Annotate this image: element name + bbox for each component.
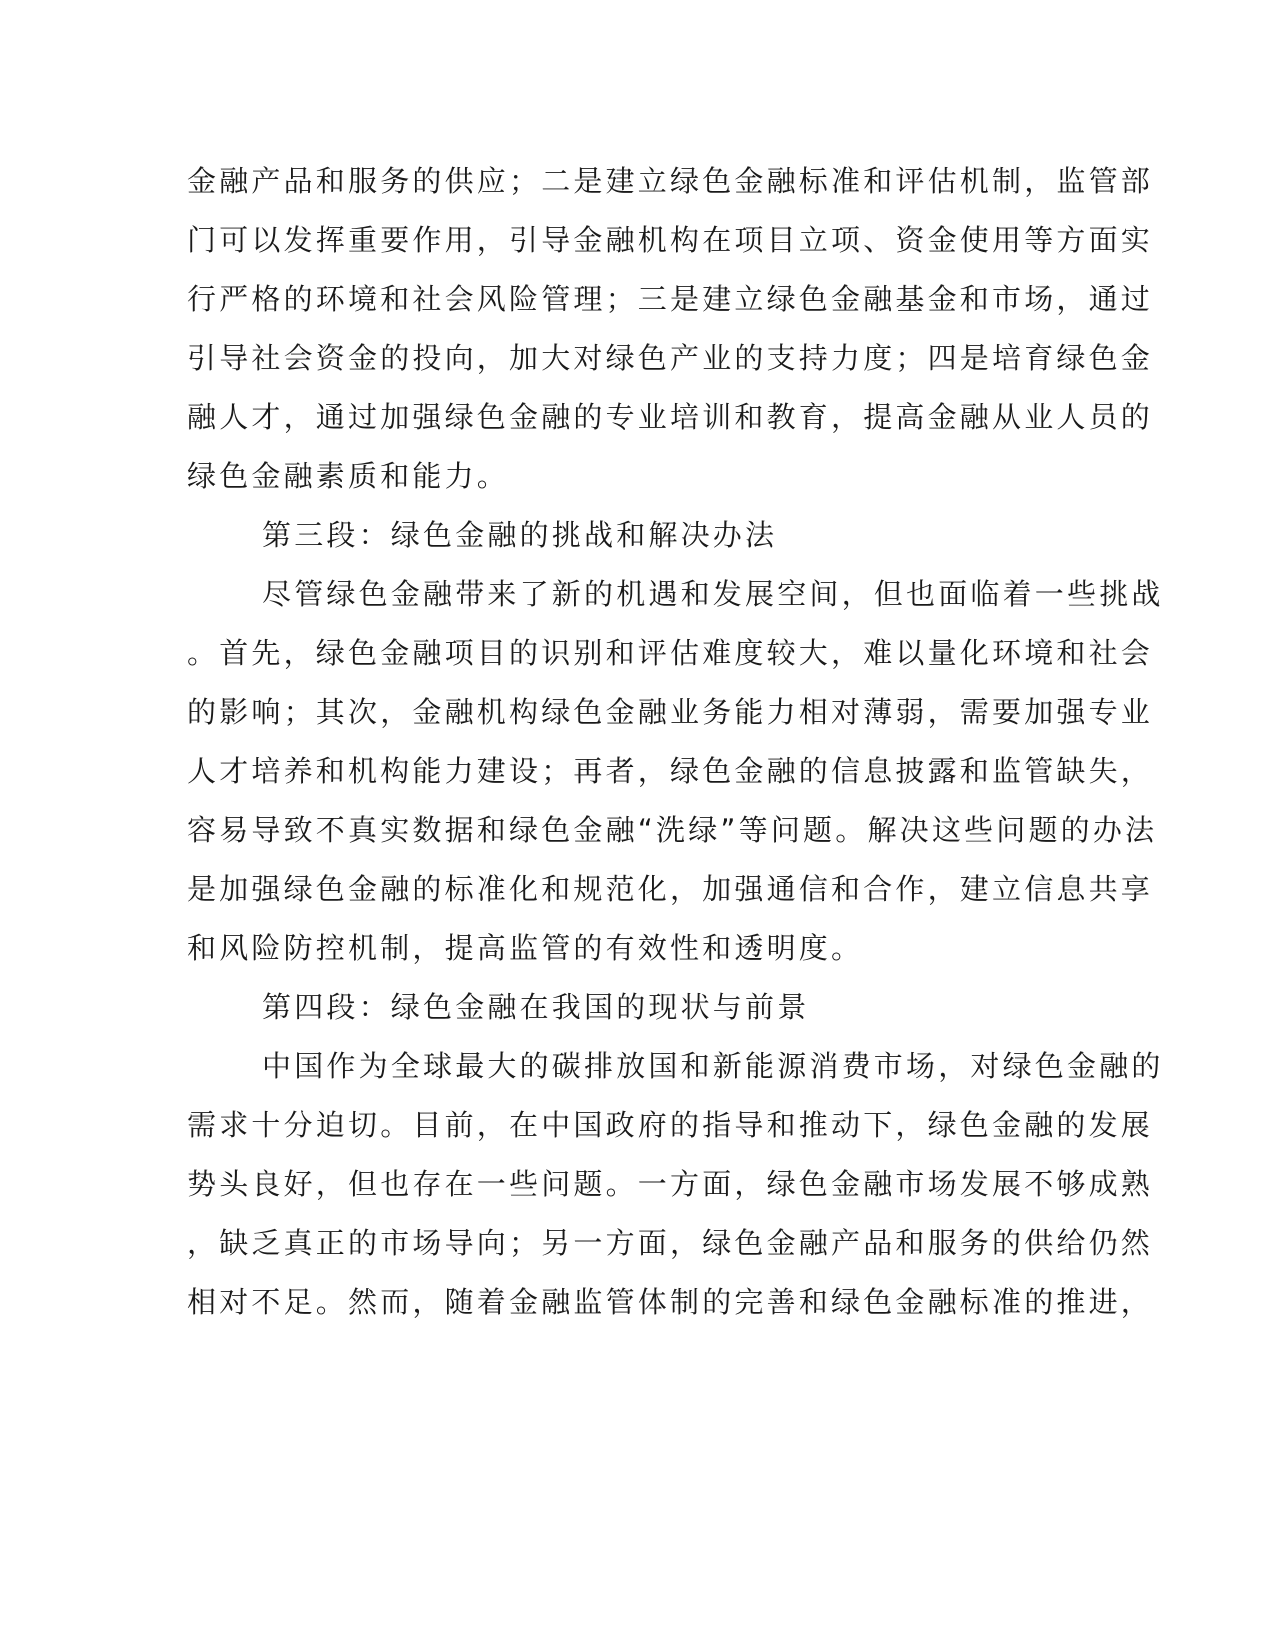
text-line: 是加强绿色金融的标准化和规范化，加强通信和合作，建立信息共享 xyxy=(187,872,1154,906)
text-line: 的影响；其次，金融机构绿色金融业务能力相对薄弱，需要加强专业 xyxy=(187,695,1154,729)
text-line: 尽管绿色金融带来了新的机遇和发展空间，但也面临着一些挑战 xyxy=(262,577,1164,611)
text-line: 势头良好，但也存在一些问题。一方面，绿色金融市场发展不够成熟 xyxy=(187,1167,1154,1201)
text-line: 中国作为全球最大的碳排放国和新能源消费市场，对绿色金融的 xyxy=(262,1049,1164,1083)
text-line: 引导社会资金的投向，加大对绿色产业的支持力度；四是培育绿色金 xyxy=(187,341,1154,375)
text-line: 融人才，通过加强绿色金融的专业培训和教育，提高金融从业人员的 xyxy=(187,400,1154,434)
section-heading: 第三段：绿色金融的挑战和解决办法 xyxy=(262,518,778,552)
text-line: 相对不足。然而，随着金融监管体制的完善和绿色金融标准的推进， xyxy=(187,1285,1154,1319)
text-line: 行严格的环境和社会风险管理；三是建立绿色金融基金和市场，通过 xyxy=(187,282,1154,316)
text-line: 和风险防控机制，提高监管的有效性和透明度。 xyxy=(187,931,864,965)
text-line: 容易导致不真实数据和绿色金融“洗绿”等问题。解决这些问题的办法 xyxy=(187,813,1158,847)
section-heading: 第四段：绿色金融在我国的现状与前景 xyxy=(262,990,810,1024)
text-line: 门可以发挥重要作用，引导金融机构在项目立项、资金使用等方面实 xyxy=(187,223,1154,257)
text-line: 金融产品和服务的供应；二是建立绿色金融标准和评估机制，监管部 xyxy=(187,164,1154,198)
text-line: 绿色金融素质和能力。 xyxy=(187,459,510,493)
text-line: 需求十分迫切。目前，在中国政府的指导和推动下，绿色金融的发展 xyxy=(187,1108,1154,1142)
text-line: 人才培养和机构能力建设；再者，绿色金融的信息披露和监管缺失， xyxy=(187,754,1154,788)
text-line: ，缺乏真正的市场导向；另一方面，绿色金融产品和服务的供给仍然 xyxy=(187,1226,1154,1260)
text-line: 。首先，绿色金融项目的识别和评估难度较大，难以量化环境和社会 xyxy=(187,636,1154,670)
